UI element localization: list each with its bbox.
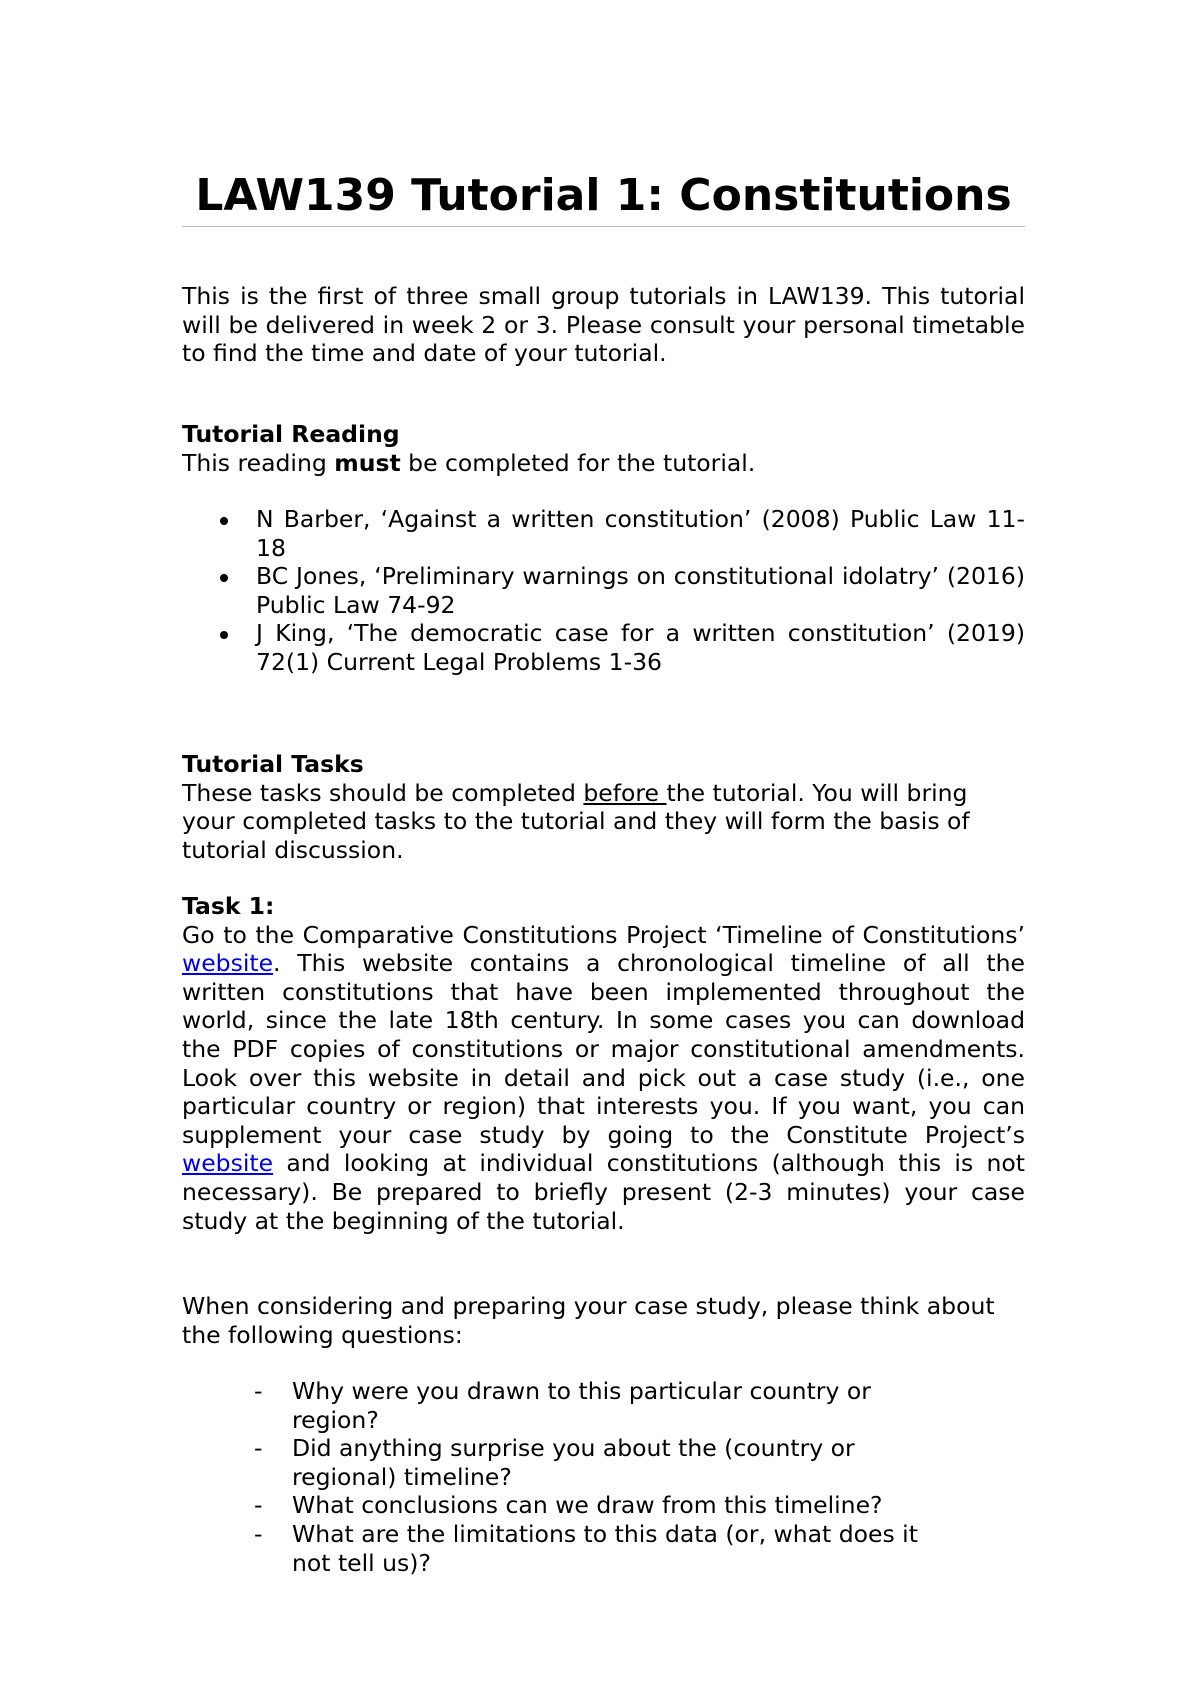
tutorial-reading-section	[182, 420, 1025, 477]
question-text: Why were you drawn to this particular country or region?	[292, 1377, 871, 1434]
task-1-text-3: and looking at individual constitutions (although this is not necessary). Be prepared to briefly present (2-3 minutes) your case study at the beginning of the tutorial.	[182, 1149, 1025, 1235]
questions-list	[182, 1377, 1025, 1577]
question-item	[182, 1491, 958, 1520]
tasks-intro-post: the tutorial. You will bring your completed tasks to the tutorial and they will form the basis of tutorial discussion.	[182, 778, 970, 864]
tasks-intro	[182, 779, 1012, 865]
reading-list	[182, 505, 1025, 677]
question-item	[182, 1520, 958, 1577]
questions-intro: When considering and preparing your case study, please think about the following questions:	[182, 1292, 995, 1349]
reading-item	[182, 505, 1025, 562]
page-title: LAW139 Tutorial 1: Constitutions	[195, 170, 1012, 221]
reading-item	[182, 619, 1025, 676]
question-text: What conclusions can we draw from this timeline?	[292, 1491, 883, 1520]
tasks-intro-before: before	[583, 778, 667, 807]
reading-item-text: BC Jones, ‘Preliminary warnings on constitutional idolatry’ (2016) Public Law 74-92	[256, 562, 1025, 619]
reading-item-text: N Barber, ‘Against a written constitution’ (2008) Public Law 11-18	[256, 505, 1025, 562]
tasks-heading: Tutorial Tasks	[182, 750, 364, 778]
reading-heading: Tutorial Reading	[182, 420, 400, 448]
reading-instruction-emphasis: must	[334, 448, 401, 477]
tasks-intro-pre: These tasks should be completed	[182, 778, 584, 807]
reading-instruction-post: be completed for the tutorial.	[400, 448, 756, 477]
question-item	[182, 1377, 958, 1434]
task-1-text-2: . This website contains a chronological timeline of all the written constitutions that have been implemented throughout the world, since the late 18th century. In some cases you can download the PDF copies of constitutions or major constitutional amendments. Look over this website in detail and pick out a case study (i.e., one particular country or region) that interests you. If you want, you can supplement your case study by going to the Constitute Project’s	[182, 949, 1025, 1149]
task-1-section	[182, 892, 1025, 1235]
dash-marker: -	[254, 1434, 263, 1463]
task-1-text-1: Go to the Comparative Constitutions Project ‘Timeline of Constitutions’	[182, 920, 1025, 949]
reading-instruction-pre: This reading	[182, 448, 335, 477]
task-1-heading: Task 1:	[182, 892, 275, 920]
ccp-website-link[interactable]: website	[182, 949, 274, 978]
bullet-icon	[220, 574, 228, 582]
dash-marker: -	[254, 1491, 263, 1520]
bullet-icon	[220, 517, 228, 525]
reading-item	[182, 562, 1025, 619]
dash-marker: -	[254, 1377, 263, 1405]
question-text: Did anything surprise you about the (country or regional) timeline?	[292, 1434, 855, 1491]
title-block	[182, 168, 1025, 227]
tutorial-tasks-section	[182, 750, 1025, 864]
dash-marker: -	[254, 1519, 263, 1548]
constitute-website-link[interactable]: website	[182, 1149, 274, 1178]
question-item	[182, 1434, 958, 1491]
reading-instruction	[182, 449, 1025, 478]
question-text: What are the limitations to this data (or, what does it not tell us)?	[292, 1519, 918, 1577]
task-1-body	[182, 921, 1025, 1236]
bullet-icon	[220, 631, 228, 639]
intro-paragraph: This is the first of three small group tutorials in LAW139. This tutorial will be delivered in week 2 or 3. Please consult your personal timetable to find the time and date of your tutorial.	[182, 282, 1025, 368]
reading-item-text: J King, ‘The democratic case for a written constitution’ (2019) 72(1) Current Legal Problems 1-36	[256, 619, 1025, 676]
